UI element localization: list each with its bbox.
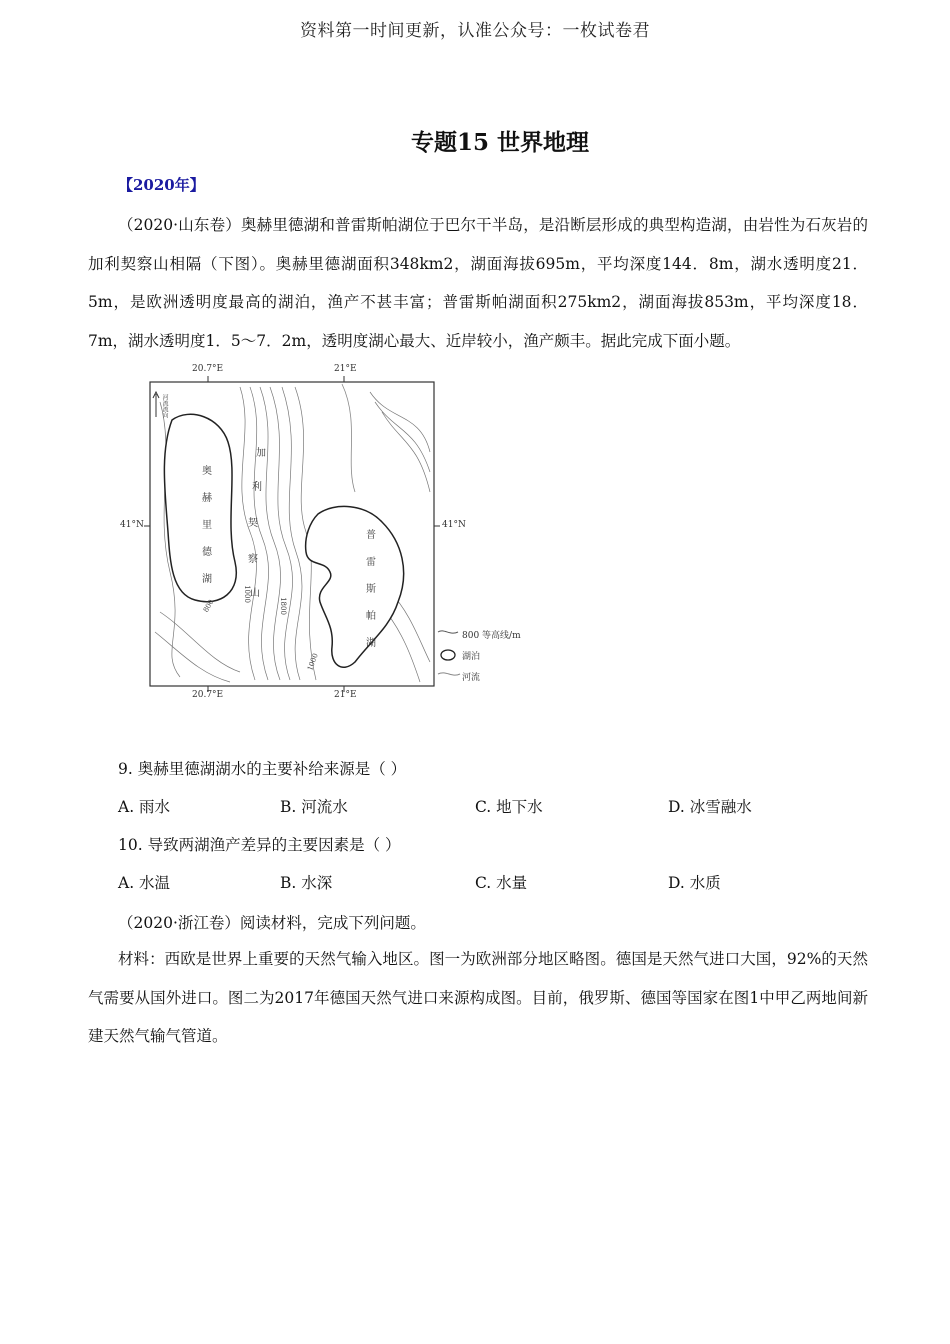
contour-label: 1000 [306, 652, 320, 672]
year-tag: 【2020年】 [118, 176, 205, 194]
contour-label: 1000 [242, 585, 251, 603]
contour-label: 800 [201, 598, 216, 614]
map-bottom-lon-label: 21°E [334, 690, 357, 700]
watermark-header: 资料第一时间更新，认准公众号：一枚试卷君 [300, 21, 650, 41]
legend-river: 河流 [462, 673, 481, 683]
map-top-lon-label: 20.7°E [192, 364, 224, 374]
question-10 [118, 833, 401, 855]
lake-contour-map: 20.7°E 21°E 20.7°E 21°E 41°N 41°N 河流流向 奥 赫 里 德 湖 普 雷 斯 帕 湖 加 利 契 察 山 800 1000 1800 1000 800 等高线/m 湖泊 河流 [120, 364, 521, 700]
material-paragraph: 材料：西欧是世界上重要的天然气输入地区。图一为欧洲部分地区略图。德国是天然气进口大国，92%的天然气需要从国外进口。图二为2017年德国天然气进口来源构成图。目前，俄罗斯、德国等国家在图1中甲乙两地间新建天然气输气管道。 [88, 950, 868, 1045]
map-bottom-lon-label: 20.7°E [192, 690, 224, 700]
intro-paragraph: （2020·山东卷）奥赫里德湖和普雷斯帕湖位于巴尔干半岛，是沿断层形成的典型构造湖，由岩性为石灰岩的加利契察山相隔（下图）。奥赫里德湖面积348km2，湖面海拔695m，平均深度144．8m，湖水透明度21．5m，是欧洲透明度最高的湖泊，渔产不甚丰富；普雷斯帕湖面积275km2，湖面海拔853m，平均深度18．7m，湖水透明度1．5～7．2m，透明度湖心最大、近岸较小，渔产颇丰。据此完成下面小题。 [88, 216, 868, 350]
option-c[interactable]: C. 地下水 [475, 798, 543, 816]
question-number: 10. [118, 836, 143, 854]
contour-label: 1800 [278, 597, 287, 615]
question-number: 9. [118, 760, 133, 778]
legend-lake: 湖泊 [462, 652, 481, 662]
option-c[interactable]: C. 水量 [475, 874, 528, 892]
page-title: 专题15 世界地理 [410, 129, 589, 156]
option-b[interactable]: B. 河流水 [280, 798, 348, 816]
map-lat-label-right: 41°N [442, 520, 466, 530]
map-top-lon-label: 21°E [334, 364, 357, 374]
map-flow-label: 河流流向 [161, 394, 168, 418]
option-a[interactable]: A. 水温 [118, 874, 171, 892]
map-lat-label-left: 41°N [120, 520, 144, 530]
question-text: 导致两湖渔产差异的主要因素是（ ） [147, 836, 401, 854]
lake1-name: 奥 赫 里 德 湖 [202, 466, 212, 585]
option-a[interactable]: A. 雨水 [118, 798, 171, 816]
option-b[interactable]: B. 水深 [280, 874, 333, 892]
question-text: 奥赫里德湖湖水的主要补给来源是（ ） [137, 760, 407, 778]
legend-contour: 800 等高线/m [462, 631, 521, 641]
zhejiang-intro: （2020·浙江卷）阅读材料，完成下列问题。 [118, 914, 426, 932]
option-d[interactable]: D. 水质 [668, 874, 721, 892]
lake2-name: 普 雷 斯 帕 湖 [366, 530, 376, 649]
option-d[interactable]: D. 冰雪融水 [668, 798, 752, 816]
map-legend [462, 626, 521, 689]
question-9 [118, 757, 406, 779]
